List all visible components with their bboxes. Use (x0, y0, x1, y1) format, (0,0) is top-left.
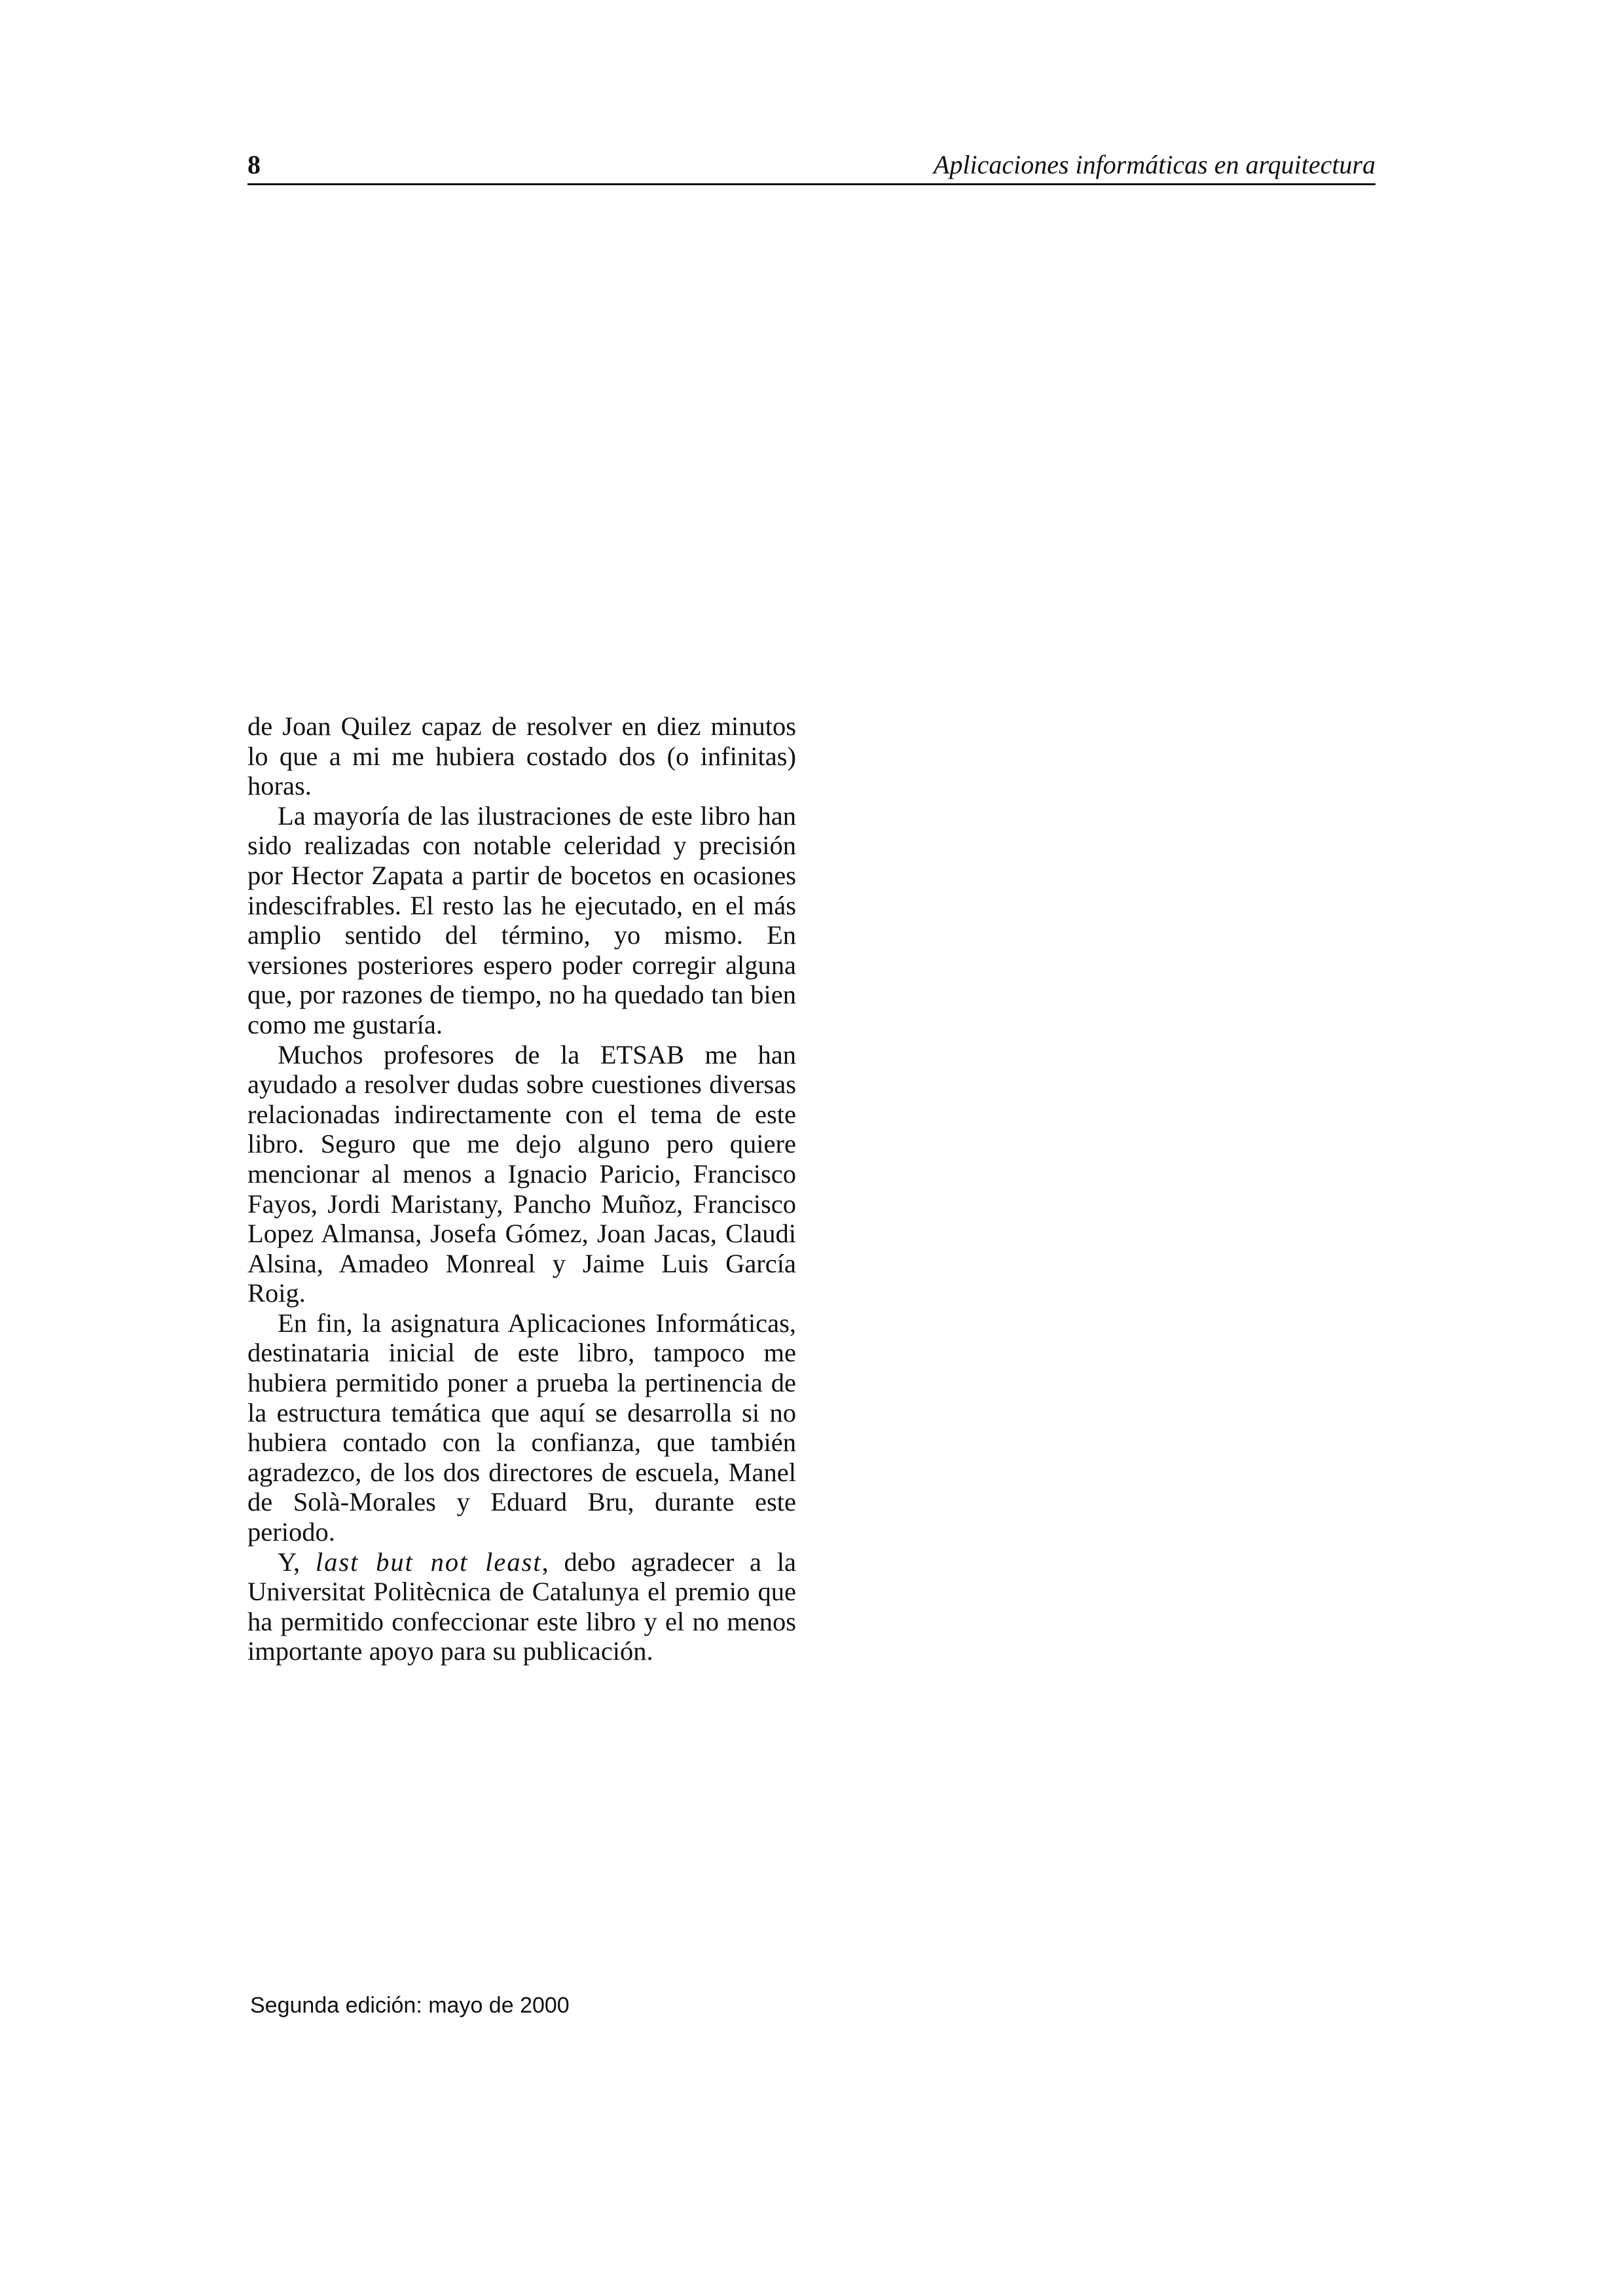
paragraph-3: Muchos profesores de la ETSAB me han ayudado a resolver dudas sobre cuestiones diversas relacionadas indirectamente con el tema de este libro. Seguro que me dejo alguno pero quiere mencionar al menos a Ignacio Paricio, Francisco Fayos, Jordi Maristany, Pancho Muñoz, Francisco Lopez Almansa, Josefa Gómez, Joan Jacas, Claudi Alsina, Amadeo Monreal y Jaime Luis García Roig. (247, 1039, 796, 1308)
edition-note: Segunda edición: mayo de 2000 (250, 1993, 570, 2018)
page-number: 8 (247, 150, 261, 179)
paragraph-4: En fin, la asignatura Aplicaciones Informáticas, destinataria inicial de este libro, tampoco me hubiera permitido poner a prueba la pertinencia de la estructura temática que aquí se desarrolla si no hubiera contado con la confianza, que también agradezco, de los dos directores de escuela, Manel de Solà-Morales y Eduard Bru, durante este periodo. (247, 1308, 796, 1547)
header-rule (247, 183, 1376, 185)
paragraph-5-italic: last but not least (315, 1547, 542, 1577)
paragraph-5-end: , debo agradecer a la Universitat Politècnica de Catalunya el premio que ha permitido confeccionar este libro y el no menos importante apoyo para su publicación. (247, 1547, 796, 1666)
paragraph-5 (247, 1547, 796, 1666)
paragraph-1: de Joan Quilez capaz de resolver en diez minutos lo que a mi me hubiera costado dos (o infinitas) horas. (247, 711, 796, 801)
running-title: Aplicaciones informáticas en arquitectura (933, 150, 1376, 179)
body-text (247, 711, 796, 1666)
paragraph-2: La mayoría de las ilustraciones de este libro han sido realizadas con notable celeridad y precisión por Hector Zapata a partir de bocetos en ocasiones indescifrables. El resto las he ejecutado, en el más amplio sentido del término, yo mismo. En versiones posteriores espero poder corregir alguna que, por razones de tiempo, no ha quedado tan bien como me gustaría. (247, 800, 796, 1039)
paragraph-5-start: Y, (278, 1547, 316, 1577)
